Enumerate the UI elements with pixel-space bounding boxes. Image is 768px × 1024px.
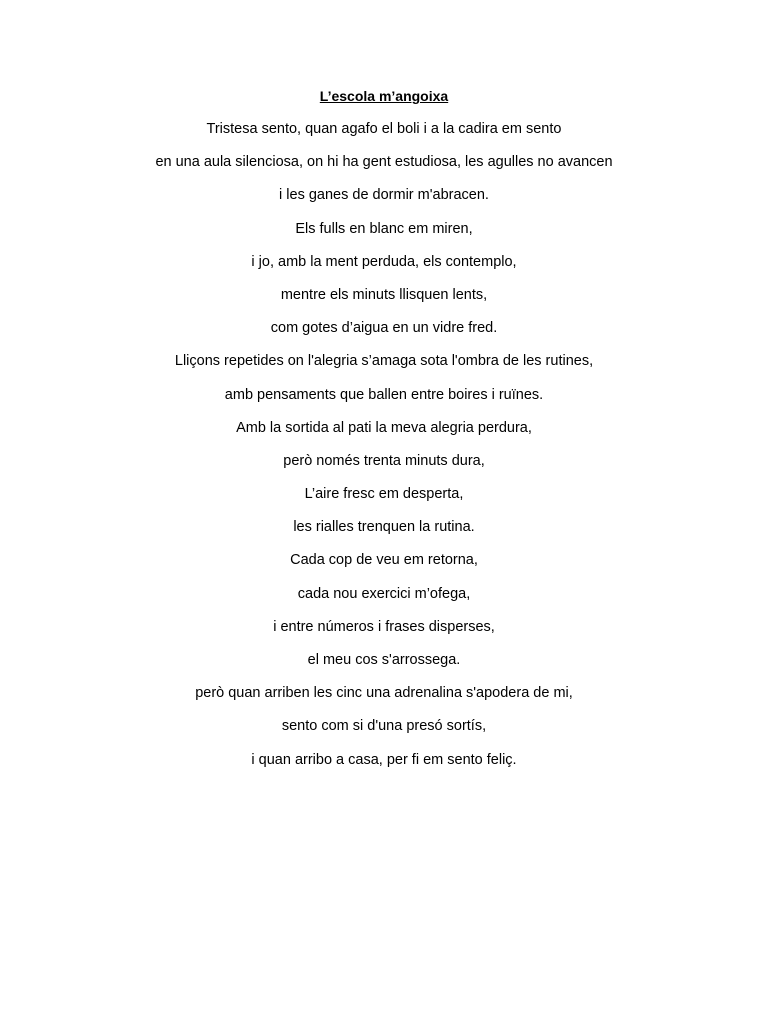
poem-line: però quan arriben les cinc una adrenalina s'apodera de mi, [195,685,573,702]
poem-title: L’escola m’angoixa [319,88,449,104]
poem-line: el meu cos s'arrossega. [307,652,461,668]
poem-line: en una aula silenciosa, on hi ha gent estudiosa, les agulles no avancen [155,154,613,171]
poem-body [0,120,768,784]
poem-line: i quan arribo a casa, per fi em sento feliç. [251,751,517,768]
poem-line: sento com si d'una presó sortís, [281,718,487,735]
poem-line: Cada cop de veu em retorna, [290,552,478,569]
poem-line: i jo, amb la ment perduda, els contemplo, [251,253,517,270]
poem-line: mentre els minuts llisquen lents, [280,286,488,303]
poem-line: i les ganes de dormir m'abracen. [279,187,489,204]
poem-line: Lliçons repetides on l'alegria s’amaga sota l'ombra de les rutines, [174,353,594,370]
poem-line: les rialles trenquen la rutina. [293,519,475,536]
poem-line: però només trenta minuts dura, [283,452,485,469]
poem-line: Tristesa sento, quan agafo el boli i a la cadira em sento [206,121,562,137]
poem-line: L’aire fresc em desperta, [304,486,464,503]
poem-line: i entre números i frases disperses, [273,618,495,635]
poem-line: amb pensaments que ballen entre boires i ruïnes. [224,386,544,403]
poem-line: com gotes d’aigua en un vidre fred. [270,320,498,337]
poem-line: Els fulls en blanc em miren, [295,220,473,237]
poem-line: Amb la sortida al pati la meva alegria perdura, [236,419,532,436]
poem-line: cada nou exercici m’ofega, [297,585,471,602]
